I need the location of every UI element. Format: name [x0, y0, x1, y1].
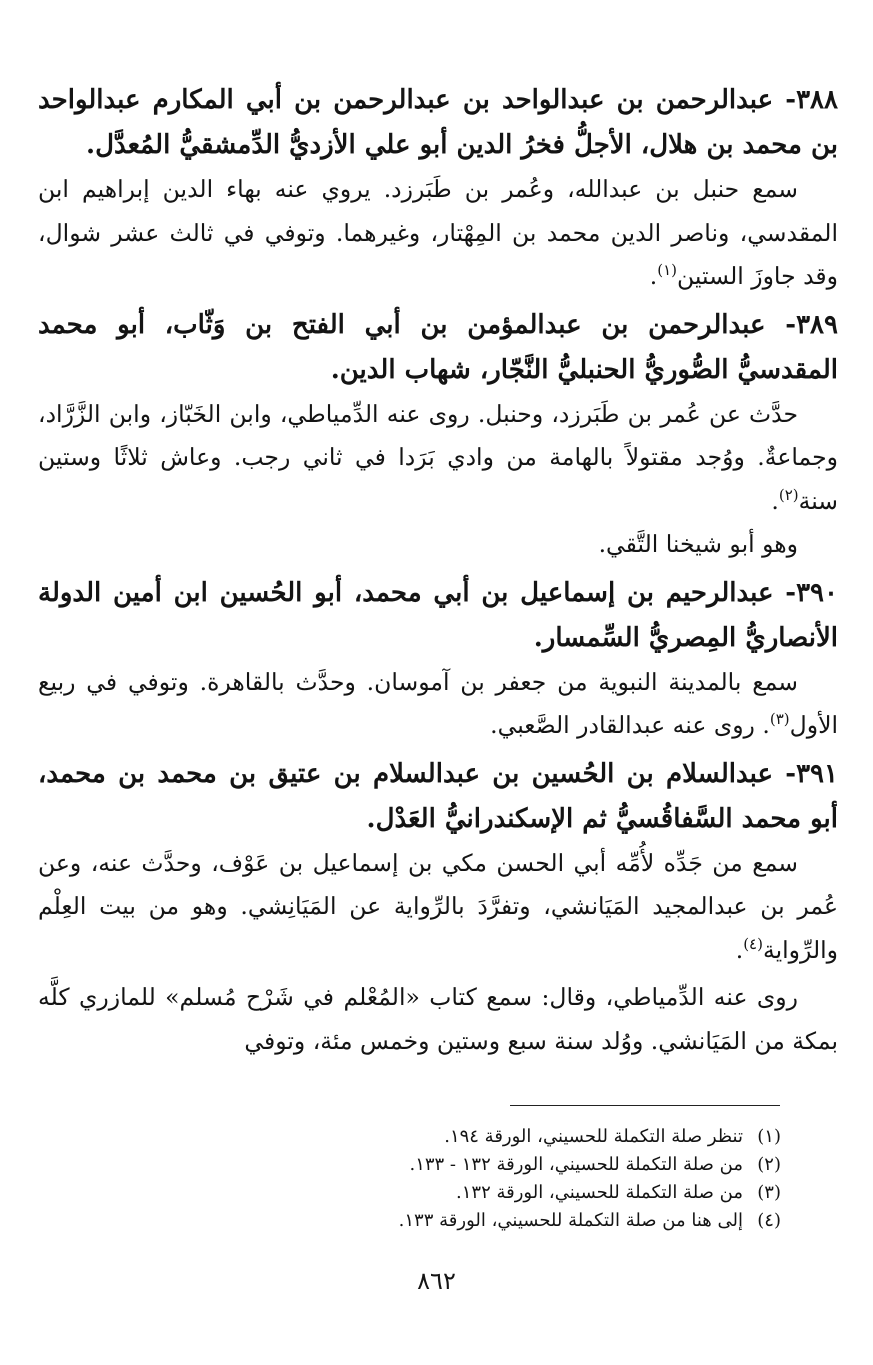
footnote-4 [361, 1207, 781, 1235]
page-number: ٨٦٢ [417, 1267, 456, 1295]
footnote-3 [361, 1179, 781, 1207]
footnote-number: (٤) [757, 1210, 781, 1231]
footnote-ref-1: (١) [657, 261, 678, 280]
entry-390-paragraph: سمع بالمدينة النبوية من جعفر بن آموسان. وحدَّث بالقاهرة. وتوفي في ربيع الأول$^{(٣)}$. روى عنه عبدالقادر الصَّعبي. [38, 667, 838, 739]
entry-389-paragraph: حدَّث عن عُمر بن طَبَرزد، وحنبل. روى عنه الدِّمياطي، وابن الخَبّاز، وابن الزَّرَّاد، وجماعةٌ. ووُجد مقتولاً بالهامة من وادي بَرَدا في ثاني رجب. وعاش ثلاثًا وستين سنة$^{(٢)}$. [38, 399, 838, 515]
footnote-text: من صلة التكملة للحسيني، الورقة ١٣٢. [456, 1182, 743, 1203]
entry-heading-391: ٣٩١- عبدالسلام بن الحُسين بن عبدالسلام بن عتيق بن محمد بن محمد، أبو محمد السَّفاقُسيُّ ثم الإسكندرانيُّ العَدْل. [38, 758, 838, 834]
footnote-number: (١) [757, 1126, 781, 1147]
entry-heading-389: ٣٨٩- عبدالرحمن بن عبدالمؤمن بن أبي الفتح بن وَثّاب، أبو محمد المقدسيُّ الصُّوريُّ الحنبليُّ النَّجّار، شهاب الدين. [38, 309, 838, 385]
entry-389-paragraph-2: وهو أبو شيخنا التَّقي. [598, 530, 798, 558]
footnote-ref-4: (٤) [743, 934, 763, 953]
footnote-ref-2: (٢) [778, 485, 799, 504]
footnote-divider [510, 1105, 780, 1106]
entry-391-paragraph: سمع من جَدِّه لأُمِّه أبي الحسن مكي بن إسماعيل بن عَوْف، وحدَّث عنه، وعن عُمر بن عبدالمجيد المَيَانشي، وتفرَّدَ بالرِّواية عن المَيَانِشي. وهو من بيت العِلْم والرِّواية$^{(٤)}$. [38, 848, 838, 964]
footnote-1 [361, 1123, 781, 1151]
footnote-text: إلى هنا من صلة التكملة للحسيني، الورقة ١٣٣. [398, 1210, 743, 1231]
entry-391-paragraph-2: روى عنه الدِّمياطي، وقال: سمع كتاب «المُعْلم في شَرْح مُسلم» للمازري كلَّه بمكة من المَيَانشي. ووُلد سنة سبع وستين وخمس مئة، وتوفي [38, 983, 838, 1055]
footnote-text: من صلة التكملة للحسيني، الورقة ١٣٢ - ١٣٣. [409, 1154, 743, 1175]
footnote-2 [361, 1151, 781, 1179]
footnote-ref-3: (٣) [769, 710, 790, 729]
main-text [38, 78, 838, 1063]
entry-heading-390: ٣٩٠- عبدالرحيم بن إسماعيل بن أبي محمد، أبو الحُسين ابن أمين الدولة الأنصاريُّ المِصريُّ السِّمسار. [38, 577, 838, 653]
entry-388-paragraph: سمع حنبل بن عبدالله، وعُمر بن طَبَرزد. يروي عنه بهاء الدين إبراهيم ابن المقدسي، وناصر الدين محمد بن المِهْتار، وغيرهما. وتوفي في ثالث عشر شوال، وقد جاوزَ الستين$^{(١)}$. [38, 175, 838, 290]
footnote-text: تنظر صلة التكملة للحسيني، الورقة ١٩٤. [444, 1126, 743, 1147]
footnote-number: (٢) [757, 1154, 781, 1175]
entry-heading-388: ٣٨٨- عبدالرحمن بن عبدالواحد بن عبدالرحمن بن أبي المكارم عبدالواحد بن محمد بن هلال، الأجلُّ فخرُ الدين أبو علي الأزديُّ الدِّمشقيُّ المُعدَّل. [38, 85, 838, 160]
footnotes [361, 1123, 781, 1235]
footnote-number: (٣) [757, 1182, 781, 1203]
